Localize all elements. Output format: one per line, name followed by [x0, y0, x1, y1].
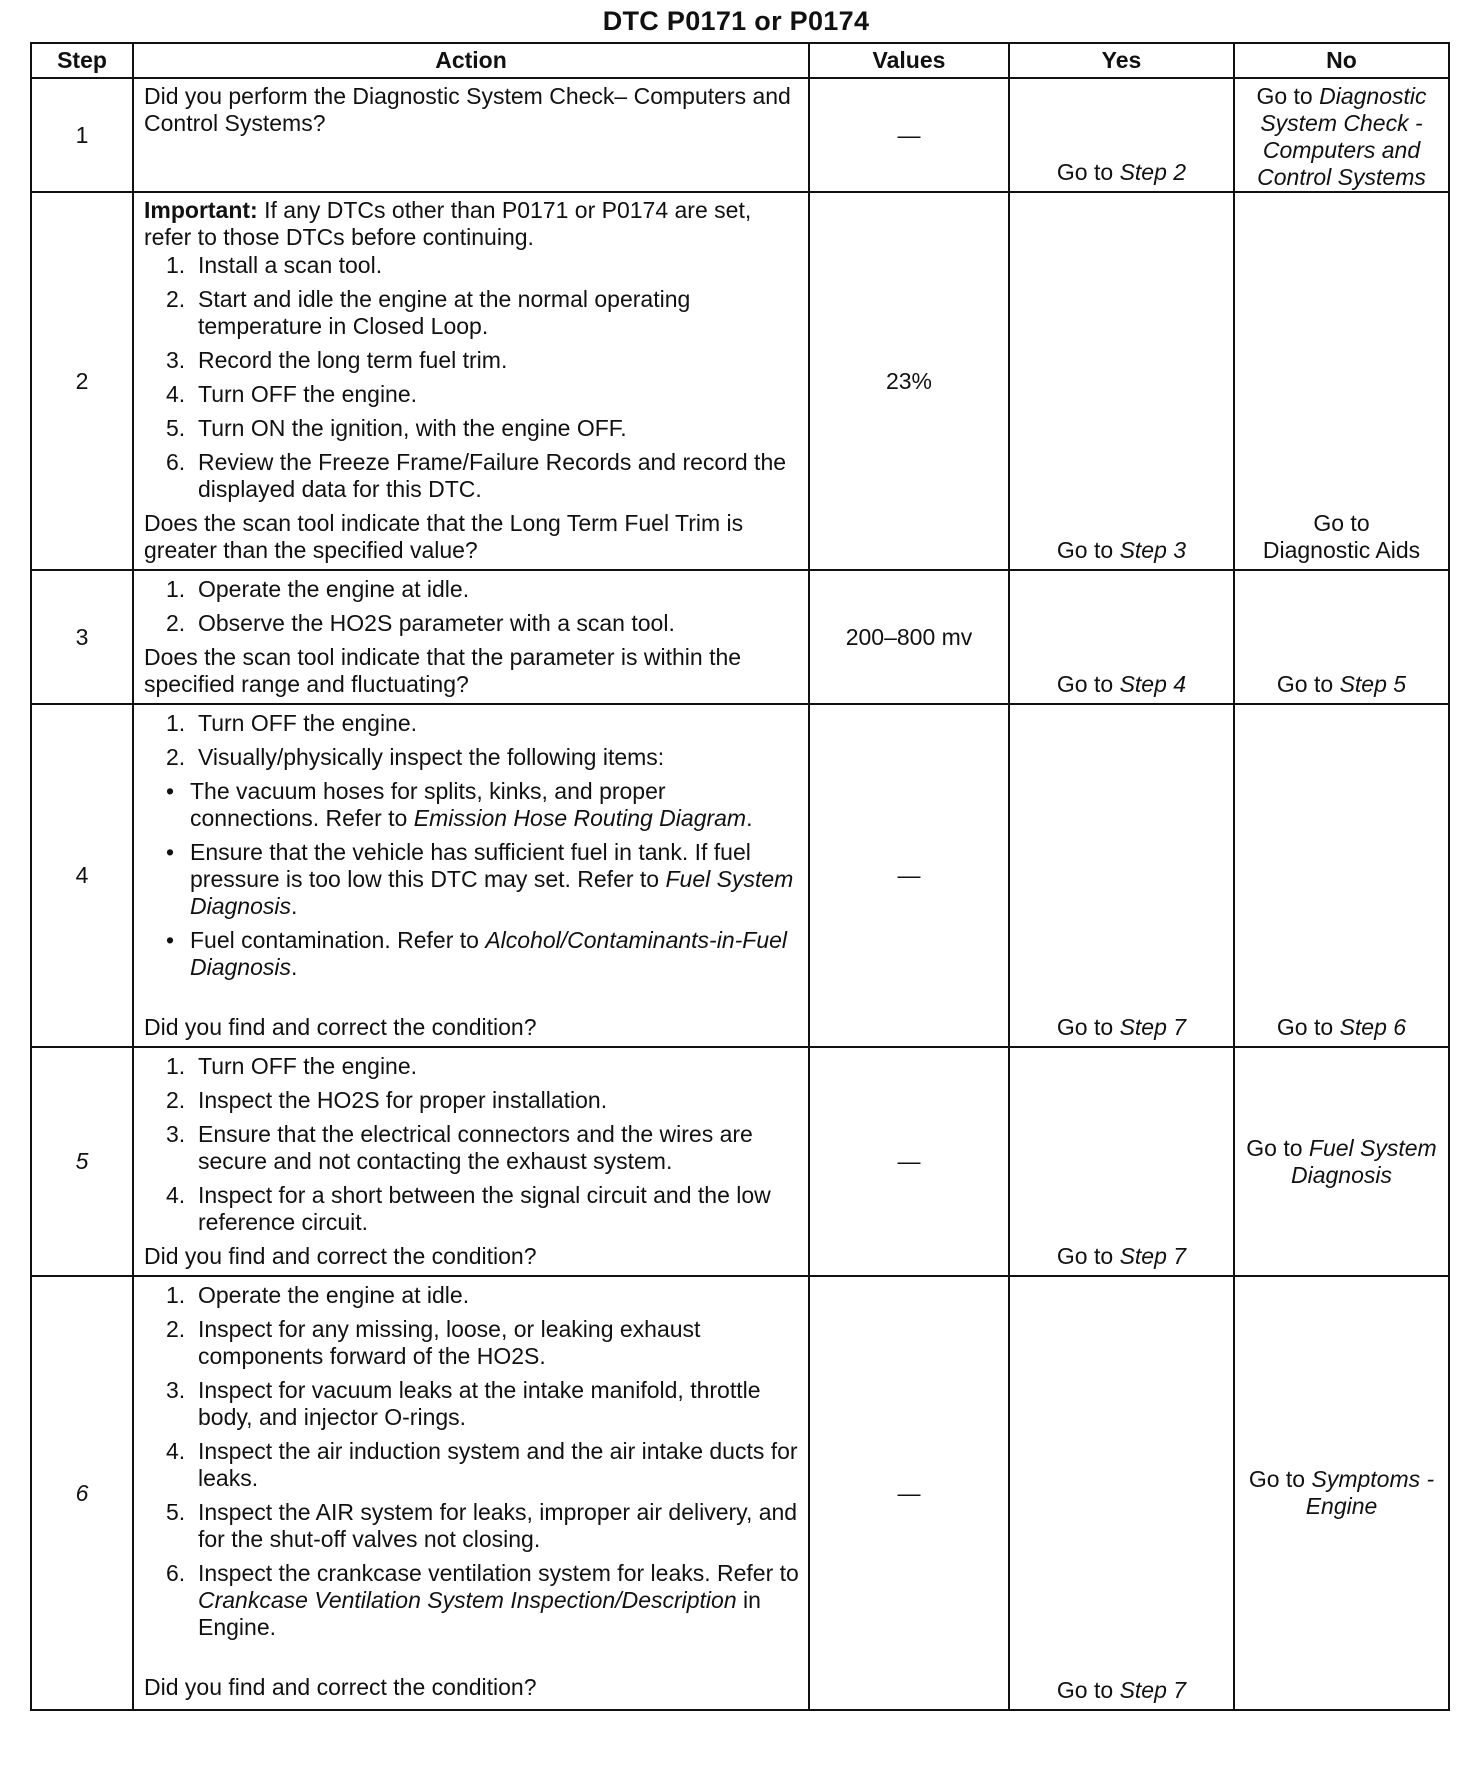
bullet-item: • Fuel contamination. Refer to Alcohol/Contaminants-in-Fuel Diagnosis. [166, 927, 788, 980]
yes-prefix: Go to [1056, 1243, 1114, 1269]
diagnostic-table [30, 42, 1450, 1711]
yes-cell[interactable] [1009, 78, 1234, 192]
reference-link[interactable]: Alcohol/Contaminants-in-Fuel Diagnosis [190, 927, 788, 980]
action-question: Did you find and correct the condition? [144, 1674, 537, 1700]
action-question: Did you find and correct the condition? [144, 1014, 537, 1040]
yes-prefix: Go to [1056, 1014, 1114, 1040]
no-link[interactable]: Diagnostic Aids [1262, 537, 1421, 563]
no-link[interactable]: Symptoms - Engine [1305, 1466, 1435, 1519]
value-cell: — [809, 1276, 1009, 1710]
no-prefix: Go to [1276, 671, 1334, 697]
table-row-step-1 [31, 78, 1449, 192]
no-link[interactable]: Diagnostic System Check - Computers and Control Systems [1257, 83, 1427, 190]
value-cell: — [809, 78, 1009, 192]
reference-link[interactable]: Emission Hose Routing Diagram [413, 805, 747, 831]
no-cell[interactable] [1234, 1276, 1449, 1710]
yes-prefix: Go to [1056, 159, 1114, 185]
yes-link[interactable]: Step 3 [1119, 537, 1187, 563]
action-cell [133, 1047, 809, 1276]
yes-link[interactable]: Step 7 [1119, 1243, 1187, 1269]
list-item: 2. Inspect for any missing, loose, or leaking exhaust components forward of the HO2S. [166, 1316, 701, 1369]
list-item: 2. Inspect the HO2S for proper installation. [166, 1087, 608, 1113]
header-no: No [1234, 43, 1449, 78]
no-link[interactable]: Step 6 [1339, 1014, 1407, 1040]
no-link[interactable]: Step 5 [1339, 671, 1407, 697]
yes-prefix: Go to [1056, 537, 1114, 563]
important-note [144, 197, 800, 251]
no-prefix: Go to [1256, 83, 1313, 109]
reference-link[interactable]: Crankcase Ventilation System Inspection/Description [198, 1587, 737, 1613]
table-row-step-6 [31, 1276, 1449, 1710]
header-yes: Yes [1009, 43, 1234, 78]
no-cell[interactable] [1234, 1047, 1449, 1276]
no-cell[interactable] [1234, 78, 1449, 192]
value-cell: 200–800 mv [809, 570, 1009, 704]
bullet-item: • The vacuum hoses for splits, kinks, and proper connections. Refer to Emission Hose Routing Diagram. [166, 778, 753, 831]
action-question: Does the scan tool indicate that the parameter is within the specified range and fluctuating? [144, 644, 742, 697]
yes-link[interactable]: Step 7 [1119, 1677, 1187, 1703]
action-cell [133, 78, 809, 192]
list-item: 4. Inspect for a short between the signal circuit and the low reference circuit. [166, 1182, 771, 1235]
action-question: Did you perform the Diagnostic System Check– Computers and Control Systems? [144, 83, 791, 136]
procedure-list [144, 1053, 800, 1236]
list-item: 5. Turn ON the ignition, with the engine OFF. [166, 415, 627, 441]
no-cell[interactable] [1234, 704, 1449, 1047]
list-item: 4. Turn OFF the engine. [166, 381, 418, 407]
no-prefix: Go to [1276, 1014, 1334, 1040]
bullet-item: • Ensure that the vehicle has sufficient fuel in tank. If fuel pressure is too low this DTC may set. Refer to Fuel System Diagnosis. [166, 839, 794, 919]
yes-link[interactable]: Step 2 [1119, 159, 1187, 185]
important-label: Important: [144, 197, 258, 223]
list-item: 6. Inspect the crankcase ventilation system for leaks. Refer to Crankcase Ventilation System Inspection/Description in Engine. [166, 1560, 799, 1640]
list-item: 3. Ensure that the electrical connectors and the wires are secure and not contacting the exhaust system. [166, 1121, 753, 1174]
table-row-step-3 [31, 570, 1449, 704]
header-values: Values [809, 43, 1009, 78]
procedure-list [144, 710, 800, 771]
list-item: 2. Start and idle the engine at the normal operating temperature in Closed Loop. [166, 286, 691, 339]
no-link[interactable]: Fuel System Diagnosis [1291, 1134, 1437, 1188]
list-item: 3. Record the long term fuel trim. [166, 347, 508, 373]
table-row-step-2 [31, 192, 1449, 570]
step-number: 2 [31, 192, 133, 570]
header-row [31, 43, 1449, 78]
important-text: If any DTCs other than P0171 or P0174 are set, refer to those DTCs before continuing. [144, 197, 752, 250]
list-item: 3. Inspect for vacuum leaks at the intake manifold, throttle body, and injector O-rings. [166, 1377, 761, 1430]
yes-cell[interactable] [1009, 704, 1234, 1047]
header-step: Step [31, 43, 133, 78]
yes-prefix: Go to [1056, 671, 1114, 697]
list-item: 1. Turn OFF the engine. [166, 1053, 418, 1079]
yes-prefix: Go to [1056, 1677, 1114, 1703]
yes-cell[interactable] [1009, 1047, 1234, 1276]
step-number: 1 [31, 78, 133, 192]
action-cell [133, 192, 809, 570]
procedure-list [144, 252, 800, 503]
list-item: 6. Review the Freeze Frame/Failure Records and record the displayed data for this DTC. [166, 449, 787, 502]
yes-cell[interactable] [1009, 570, 1234, 704]
table-row-step-5 [31, 1047, 1449, 1276]
step-number: 6 [31, 1276, 133, 1710]
value-cell: 23% [809, 192, 1009, 570]
action-cell [133, 1276, 809, 1710]
inspection-bullets [144, 778, 800, 981]
list-item: 1. Turn OFF the engine. [166, 710, 418, 736]
value-cell: — [809, 1047, 1009, 1276]
page-title: DTC P0171 or P0174 [602, 6, 870, 36]
list-item: 5. Inspect the AIR system for leaks, improper air delivery, and for the shut-off valves not closing. [166, 1499, 798, 1552]
procedure-list [144, 576, 800, 637]
no-cell[interactable] [1234, 192, 1449, 570]
value-cell: — [809, 704, 1009, 1047]
list-item: 1. Operate the engine at idle. [166, 576, 470, 602]
table-row-step-4 [31, 704, 1449, 1047]
action-question: Does the scan tool indicate that the Long Term Fuel Trim is greater than the specified value? [144, 510, 744, 563]
yes-link[interactable]: Step 4 [1119, 671, 1187, 697]
step-number: 3 [31, 570, 133, 704]
action-cell [133, 570, 809, 704]
no-prefix: Go to [1248, 1466, 1306, 1492]
action-cell [133, 704, 809, 1047]
no-prefix: Go to [1313, 510, 1370, 536]
no-cell[interactable] [1234, 570, 1449, 704]
action-question: Did you find and correct the condition? [144, 1243, 537, 1269]
list-item: 2. Observe the HO2S parameter with a scan tool. [166, 610, 675, 636]
reference-link[interactable]: Fuel System Diagnosis [190, 866, 794, 919]
step-number: 5 [31, 1047, 133, 1276]
yes-cell[interactable] [1009, 192, 1234, 570]
header-action: Action [133, 43, 809, 78]
procedure-list [144, 1282, 800, 1641]
list-item: 1. Install a scan tool. [166, 252, 383, 278]
no-prefix: Go to [1246, 1134, 1303, 1161]
yes-link[interactable]: Step 7 [1119, 1014, 1187, 1040]
list-item: 4. Inspect the air induction system and the air intake ducts for leaks. [166, 1438, 798, 1491]
yes-cell[interactable] [1009, 1276, 1234, 1710]
step-number: 4 [31, 704, 133, 1047]
list-item: 2. Visually/physically inspect the following items: [166, 744, 665, 770]
list-item: 1. Operate the engine at idle. [166, 1282, 470, 1308]
